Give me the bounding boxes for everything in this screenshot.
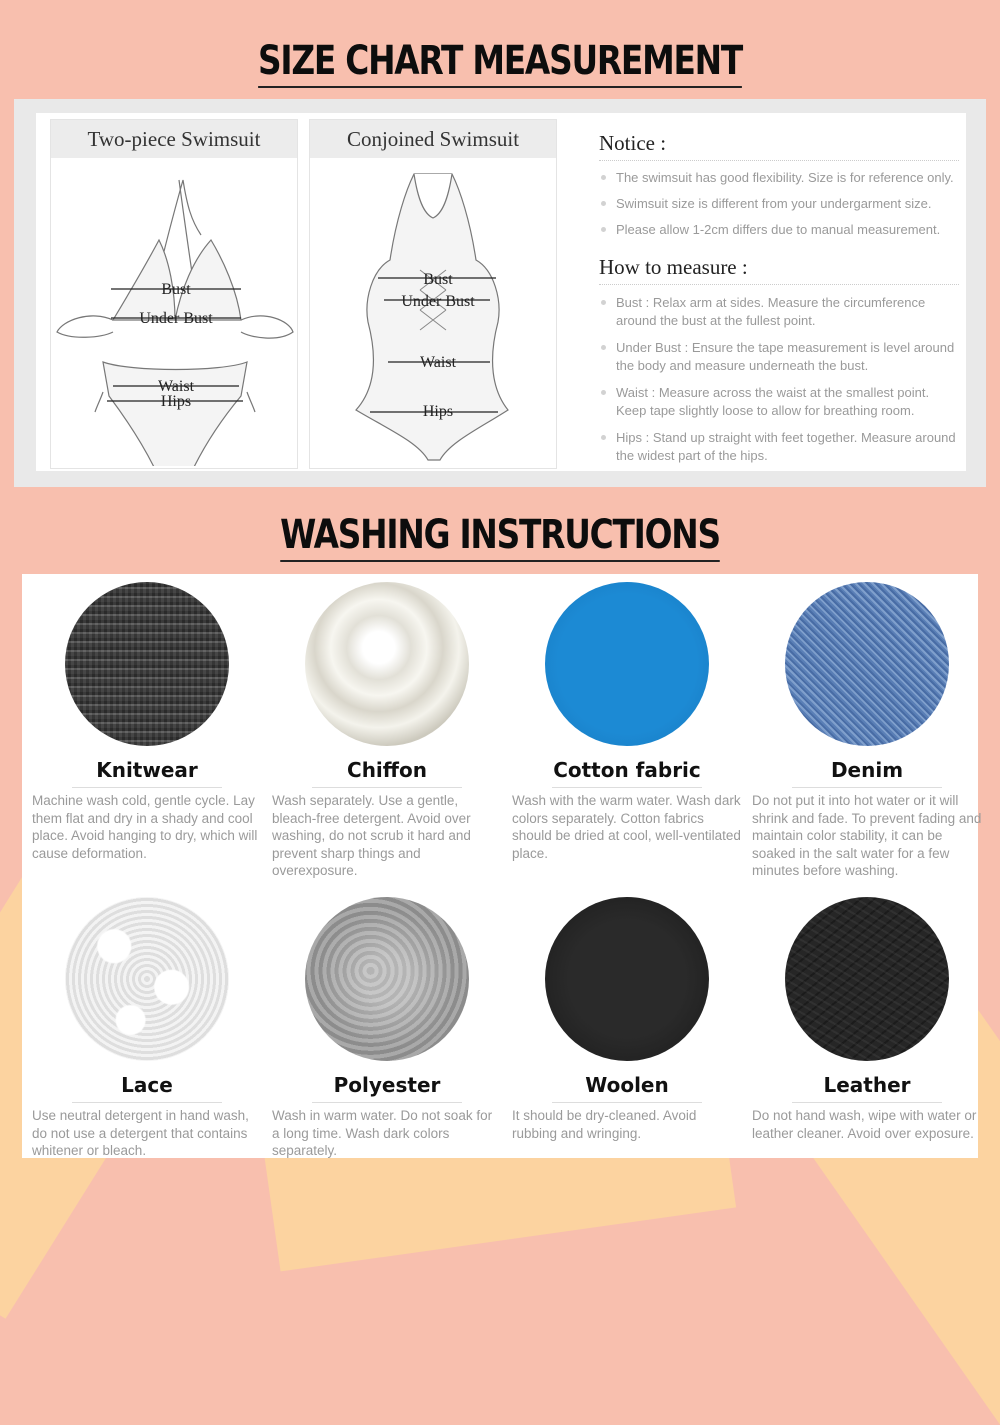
conjoined-heading: Conjoined Swimsuit: [310, 120, 556, 158]
how-to-measure-section: [599, 255, 959, 465]
divider: [552, 787, 702, 788]
woolen-swatch-image: [545, 897, 709, 1061]
divider: [312, 787, 462, 788]
lace-swatch-image: [65, 897, 229, 1061]
polyester-swatch-image: [305, 897, 469, 1061]
notice-item: Please allow 1-2cm differs due to manual measurement.: [599, 221, 959, 239]
hips-label: Hips: [160, 393, 192, 410]
fabric-description: Use neutral detergent in hand wash, do not use a detergent that contains whitener or bleach.: [32, 1108, 249, 1158]
bust-label: Bust: [161, 281, 191, 298]
washing-panel: [22, 574, 982, 1158]
under-bust-label: Under Bust: [139, 310, 213, 327]
fabric-name: Denim: [830, 758, 904, 782]
knitwear-swatch-image: [65, 582, 229, 746]
fabric-description: Wash with the warm water. Wash dark colors separately. Cotton fabrics should be dried at cool, well-ventilated place.: [512, 793, 741, 861]
chiffon-swatch-image: [305, 582, 469, 746]
waist-label: Waist: [419, 354, 457, 371]
hips-label: Hips: [422, 403, 454, 420]
divider: [792, 787, 942, 788]
notice-item: Swimsuit size is different from your undergarment size.: [599, 195, 959, 213]
fabric-name: Woolen: [585, 1073, 669, 1097]
two-piece-diagram: [50, 119, 298, 469]
measure-item-waist: Waist : Measure across the waist at the smallest point. Keep tape slightly loose to allow for breathing room.: [599, 384, 959, 420]
fabric-description: It should be dry-cleaned. Avoid rubbing and wringing.: [512, 1108, 697, 1141]
conjoined-swimsuit-illustration: [310, 160, 556, 466]
measure-item-under-bust: Under Bust : Ensure the tape measurement is level around the body and measure underneath the bust.: [599, 339, 959, 375]
how-to-measure-heading: How to measure :: [599, 255, 959, 285]
fabric-description: Do not put it into hot water or it will shrink and fade. To prevent fading and maintain color stability, it can be soaked in the salt water for a few minutes before washing.: [752, 793, 982, 878]
notice-section: [599, 131, 959, 239]
fabric-name: Leather: [823, 1073, 911, 1097]
fabric-name: Chiffon: [347, 758, 427, 782]
size-chart-content: [36, 113, 966, 471]
denim-swatch-image: [785, 582, 949, 746]
fabric-name: Lace: [121, 1073, 173, 1097]
two-piece-swimsuit-illustration: [51, 160, 297, 466]
fabric-name: Cotton fabric: [553, 758, 701, 782]
fabric-description: Wash in warm water. Do not soak for a long time. Wash dark colors separately.: [272, 1108, 493, 1158]
waist-label: Waist: [157, 378, 195, 395]
divider: [72, 787, 222, 788]
size-chart-panel: [14, 99, 986, 487]
notice-heading: Notice :: [599, 131, 959, 161]
fabric-description: Machine wash cold, gentle cycle. Lay them flat and dry in a shady and cool place. Avoid hanging to dry, which will cause deformation.: [32, 793, 258, 861]
size-chart-title: SIZE CHART MEASUREMENT: [90, 38, 910, 88]
fabric-description: Wash separately. Use a gentle, bleach-free detergent. Avoid over washing, do not scrub it hard and prevent sharp things and overexposure.: [272, 793, 471, 878]
conjoined-diagram: [309, 119, 557, 469]
fabric-description: Do not hand wash, wipe with water or leather cleaner. Avoid over exposure.: [752, 1108, 977, 1141]
measure-item-bust: Bust : Relax arm at sides. Measure the circumference around the bust at the fullest point.: [599, 294, 959, 330]
cotton-swatch-image: [545, 582, 709, 746]
two-piece-heading: Two-piece Swimsuit: [51, 120, 297, 158]
bust-label: Bust: [423, 271, 453, 288]
divider: [792, 1102, 942, 1103]
fabric-name: Polyester: [333, 1073, 441, 1097]
washing-instructions-title: WASHING INSTRUCTIONS: [90, 512, 910, 562]
divider: [552, 1102, 702, 1103]
divider: [312, 1102, 462, 1103]
notice-item: The swimsuit has good flexibility. Size is for reference only.: [599, 169, 959, 187]
measure-item-hips: Hips : Stand up straight with feet together. Measure around the widest part of the hips.: [599, 429, 959, 465]
fabric-name: Knitwear: [96, 758, 198, 782]
leather-swatch-image: [785, 897, 949, 1061]
divider: [72, 1102, 222, 1103]
under-bust-label: Under Bust: [401, 293, 475, 310]
